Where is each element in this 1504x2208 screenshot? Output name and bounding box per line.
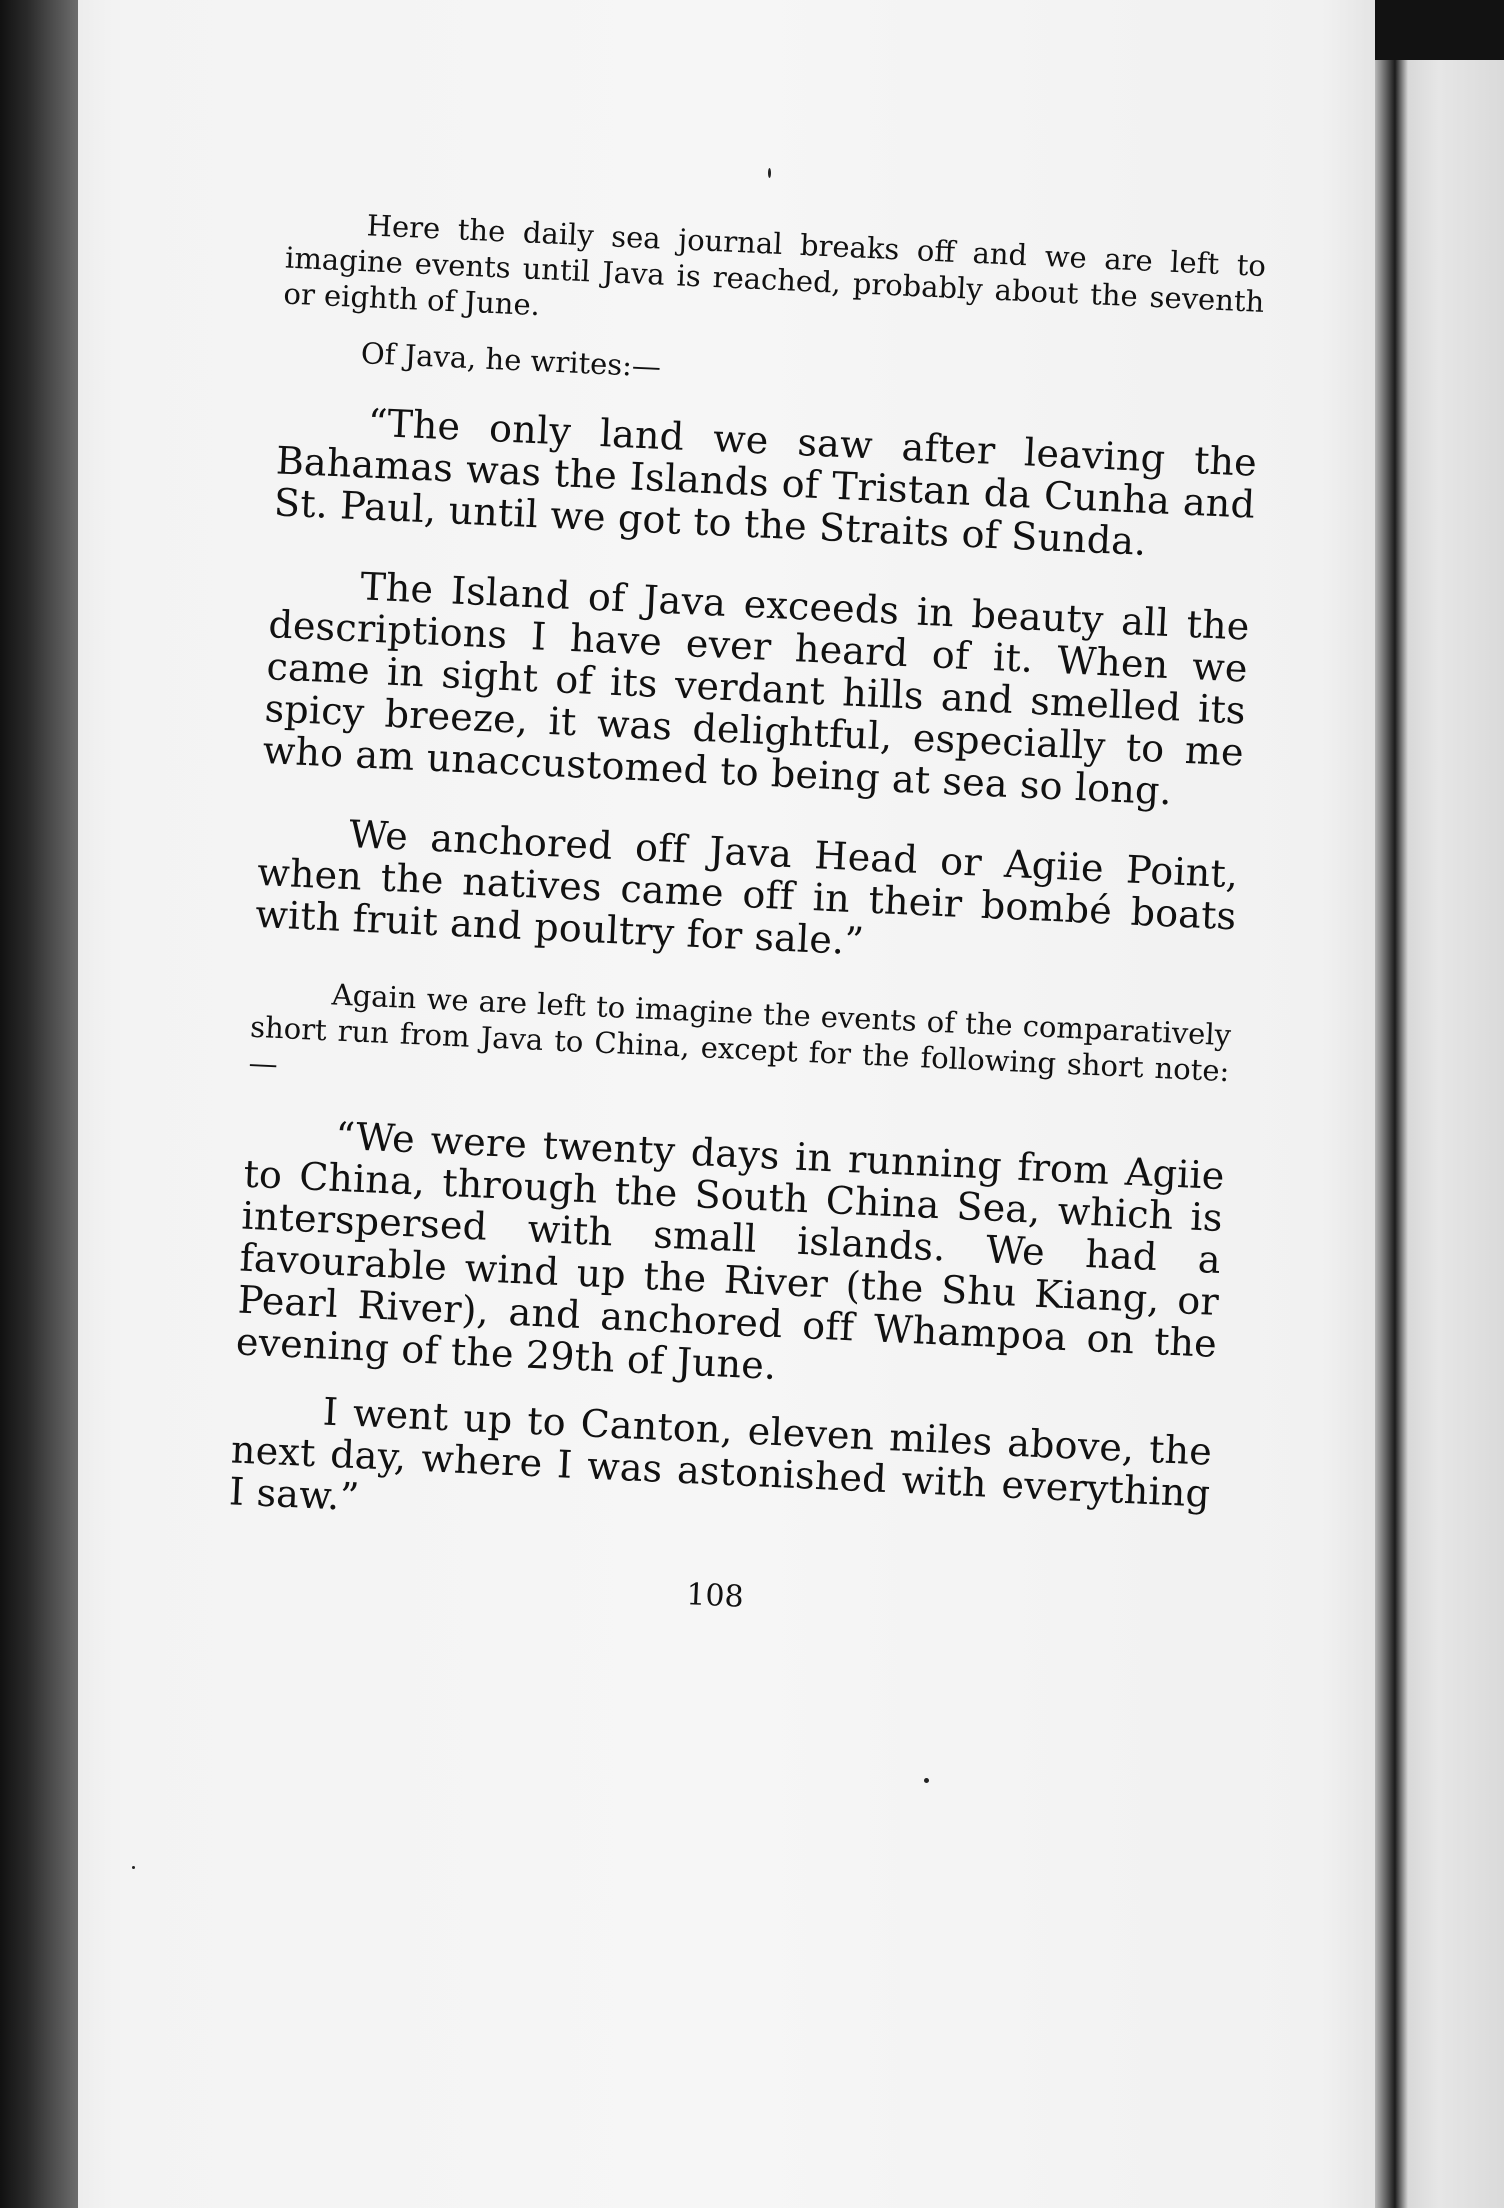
quoted-paragraph: The Island of Java exceeds in beauty all the descriptions I have ever heard of it. When we came in sight of its verdant hills and smelled its spicy breeze, it was delightful, especially to me who am unaccustomed to being at sea so long.: [261, 564, 1251, 814]
page-text-block: [213, 204, 1266, 1887]
narrative-intro-line: Of Java, he writes:—: [360, 336, 662, 384]
book-gutter: [1375, 60, 1395, 2208]
right-page-edge: [1395, 60, 1504, 2208]
scan-speck: [768, 168, 771, 178]
scan-speck: [132, 1866, 135, 1869]
quoted-paragraph: I went up to Canton, eleven miles above, the next day, where I was astonished with everything I saw.”: [228, 1389, 1214, 1520]
quoted-paragraph: “We were twenty days in running from Agiie to China, through the South China Sea, which is interspersed with small islands. We had a favourable wind up the River (the Shu Kiang, or Pearl River), and anchored off Whampoa on the evening of the 29th of June.: [235, 1113, 1226, 1388]
narrative-paragraph: Here the daily sea journal breaks off and we are left to imagine events until Java is reached, probably about the seventh or eighth of June.: [282, 208, 1267, 323]
top-shadow: [1375, 0, 1504, 60]
quoted-paragraph: “The only land we saw after leaving the Bahamas was the Islands of Tristan da Cunha and St. Paul, until we got to the Straits of Sunda.: [273, 400, 1258, 564]
page-number: 108: [685, 1577, 745, 1615]
narrative-paragraph: Again we are left to imagine the events of the comparatively short run from Java to China, except for the following short note:—: [247, 977, 1232, 1089]
quoted-paragraph: We anchored off Java Head or Agiie Point, when the natives came off in their bombé boats with fruit and poultry for sale.”: [254, 812, 1240, 964]
book-edge-shadow: [0, 0, 78, 2208]
